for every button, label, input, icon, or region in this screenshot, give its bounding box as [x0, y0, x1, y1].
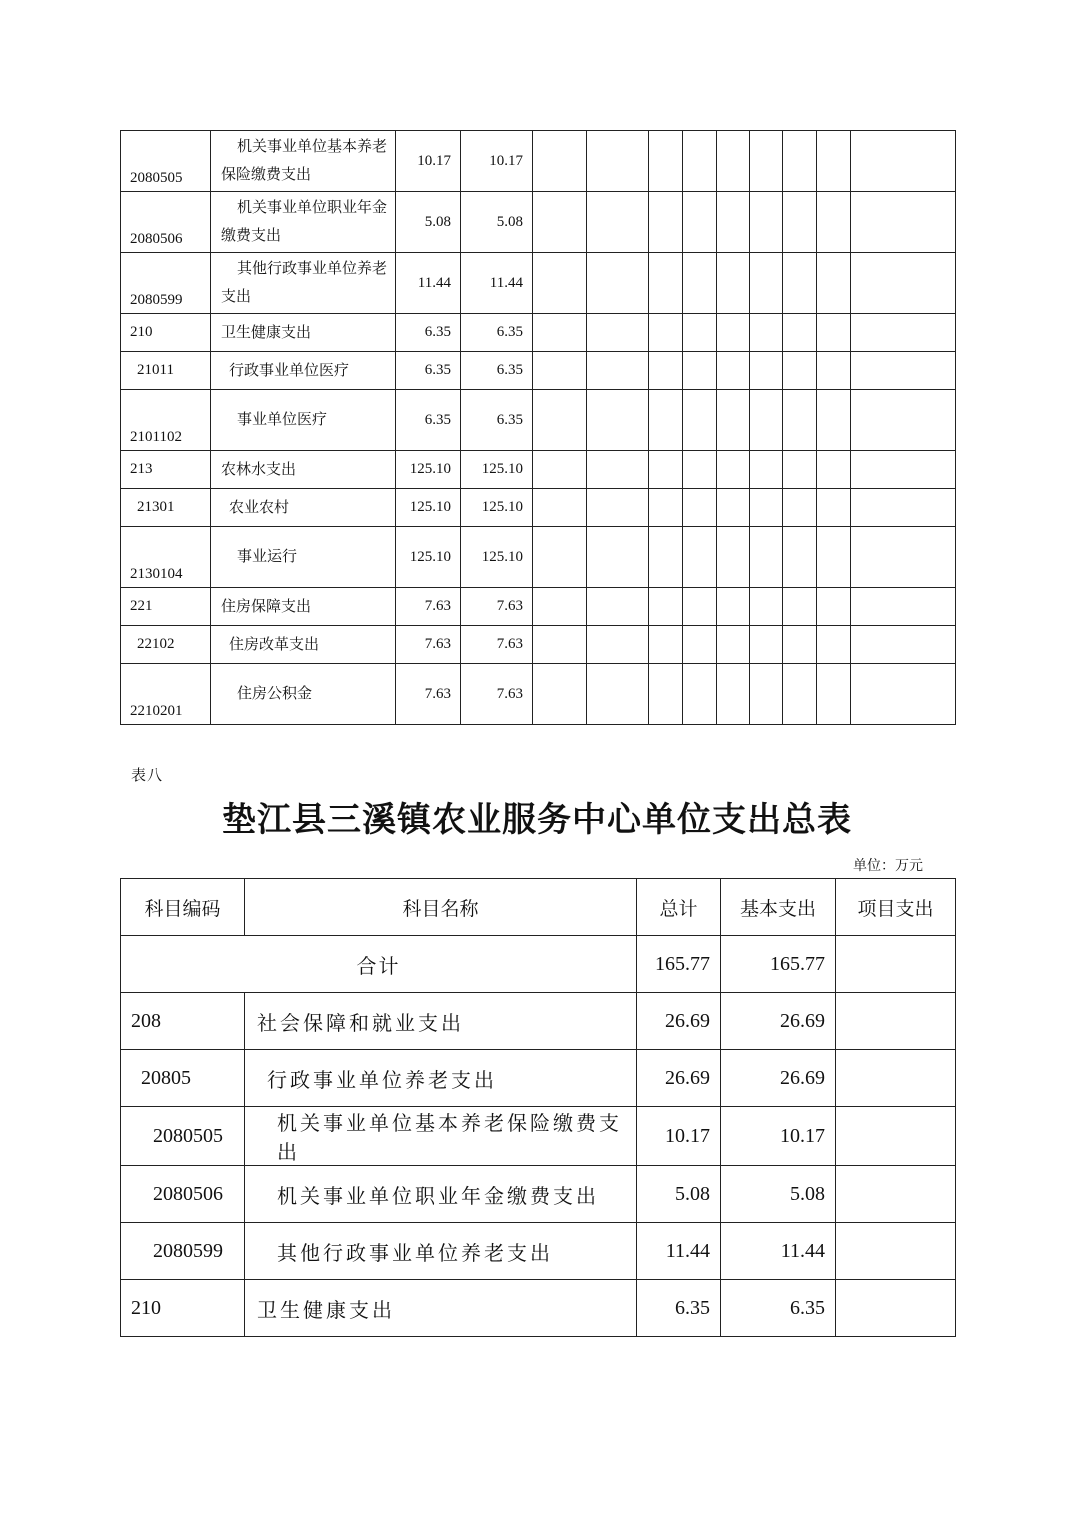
empty-cell [587, 253, 649, 314]
empty-cell [683, 192, 717, 253]
row-basic: 7.63 [461, 588, 533, 626]
empty-cell [587, 451, 649, 489]
row-code: 2080505 [121, 1107, 245, 1166]
row-basic: 10.17 [721, 1107, 836, 1166]
row-total: 26.69 [637, 1050, 721, 1107]
empty-cell [649, 352, 683, 390]
empty-cell [717, 626, 750, 664]
empty-cell [649, 451, 683, 489]
table-row [121, 626, 956, 664]
row-basic: 26.69 [721, 993, 836, 1050]
empty-cell [750, 192, 783, 253]
empty-cell [717, 352, 750, 390]
empty-cell [717, 314, 750, 352]
row-total: 125.10 [396, 527, 461, 588]
empty-cell [750, 527, 783, 588]
row-basic: 5.08 [461, 192, 533, 253]
row-name: 农业农村 [211, 489, 396, 527]
row-code: 2080599 [121, 1223, 245, 1280]
unit-expense-summary-table [120, 878, 956, 1337]
empty-cell [649, 664, 683, 725]
row-basic: 125.10 [461, 527, 533, 588]
empty-cell [683, 489, 717, 527]
empty-cell [683, 664, 717, 725]
empty-cell [717, 588, 750, 626]
empty-cell [587, 192, 649, 253]
empty-cell [817, 390, 851, 451]
empty-cell [649, 390, 683, 451]
empty-cell [851, 131, 956, 192]
row-code: 2210201 [121, 664, 211, 725]
empty-cell [817, 664, 851, 725]
row-basic: 6.35 [461, 314, 533, 352]
empty-cell [750, 664, 783, 725]
row-total: 125.10 [396, 451, 461, 489]
empty-cell [817, 352, 851, 390]
empty-cell [533, 314, 587, 352]
row-basic: 6.35 [721, 1280, 836, 1337]
empty-cell [783, 588, 817, 626]
empty-cell [649, 253, 683, 314]
empty-cell [717, 390, 750, 451]
empty-cell [683, 626, 717, 664]
empty-cell [649, 314, 683, 352]
row-name: 社会保障和就业支出 [245, 993, 637, 1050]
empty-cell [750, 588, 783, 626]
empty-cell [533, 664, 587, 725]
row-project [836, 1166, 956, 1223]
empty-cell [817, 451, 851, 489]
row-code: 2080599 [121, 253, 211, 314]
empty-cell [783, 390, 817, 451]
empty-cell [750, 451, 783, 489]
empty-cell [649, 626, 683, 664]
table-row [121, 1280, 956, 1337]
row-code: 213 [121, 451, 211, 489]
row-name: 住房公积金 [211, 664, 396, 725]
empty-cell [783, 131, 817, 192]
empty-cell [717, 451, 750, 489]
empty-cell [717, 253, 750, 314]
row-name: 住房改革支出 [211, 626, 396, 664]
row-total: 6.35 [396, 314, 461, 352]
empty-cell [851, 451, 956, 489]
sum-label: 合计 [121, 936, 637, 993]
empty-cell [717, 192, 750, 253]
empty-cell [783, 664, 817, 725]
row-name: 其他行政事业单位养老支出 [211, 253, 396, 314]
empty-cell [817, 527, 851, 588]
table-row [121, 588, 956, 626]
empty-cell [851, 352, 956, 390]
empty-cell [683, 253, 717, 314]
row-basic: 5.08 [721, 1166, 836, 1223]
empty-cell [683, 131, 717, 192]
row-basic: 26.69 [721, 1050, 836, 1107]
empty-cell [750, 253, 783, 314]
empty-cell [683, 451, 717, 489]
row-name: 机关事业单位职业年金缴费支出 [211, 192, 396, 253]
empty-cell [817, 131, 851, 192]
row-code: 2080506 [121, 192, 211, 253]
row-name: 事业运行 [211, 527, 396, 588]
empty-cell [587, 626, 649, 664]
empty-cell [717, 664, 750, 725]
empty-cell [750, 131, 783, 192]
row-name: 机关事业单位职业年金缴费支出 [245, 1166, 637, 1223]
empty-cell [851, 527, 956, 588]
expense-detail-table-continued [120, 130, 956, 725]
table-row [121, 664, 956, 725]
empty-cell [817, 253, 851, 314]
empty-cell [851, 626, 956, 664]
empty-cell [533, 626, 587, 664]
empty-cell [587, 131, 649, 192]
empty-cell [750, 390, 783, 451]
empty-cell [717, 527, 750, 588]
row-code: 20805 [121, 1050, 245, 1107]
empty-cell [750, 352, 783, 390]
row-total: 11.44 [637, 1223, 721, 1280]
empty-cell [817, 588, 851, 626]
table-row [121, 253, 956, 314]
table-row [121, 1050, 956, 1107]
empty-cell [851, 192, 956, 253]
row-total: 6.35 [637, 1280, 721, 1337]
empty-cell [851, 314, 956, 352]
empty-cell [783, 314, 817, 352]
empty-cell [533, 451, 587, 489]
row-total: 7.63 [396, 588, 461, 626]
table-row [121, 451, 956, 489]
row-project [836, 1050, 956, 1107]
row-project [836, 1280, 956, 1337]
row-basic: 6.35 [461, 352, 533, 390]
empty-cell [717, 489, 750, 527]
row-basic: 125.10 [461, 489, 533, 527]
empty-cell [533, 588, 587, 626]
header-project: 项目支出 [836, 879, 956, 936]
empty-cell [533, 489, 587, 527]
empty-cell [533, 253, 587, 314]
empty-cell [851, 253, 956, 314]
row-name: 住房保障支出 [211, 588, 396, 626]
unit-label: 单位：万元 [853, 859, 923, 874]
row-total: 6.35 [396, 352, 461, 390]
sum-row [121, 936, 956, 993]
header-total: 总计 [637, 879, 721, 936]
empty-cell [717, 131, 750, 192]
row-code: 210 [121, 1280, 245, 1337]
row-total: 10.17 [637, 1107, 721, 1166]
empty-cell [649, 131, 683, 192]
empty-cell [533, 352, 587, 390]
row-code: 210 [121, 314, 211, 352]
empty-cell [533, 527, 587, 588]
row-code: 2080506 [121, 1166, 245, 1223]
empty-cell [683, 352, 717, 390]
row-total: 125.10 [396, 489, 461, 527]
empty-cell [587, 352, 649, 390]
row-name: 卫生健康支出 [245, 1280, 637, 1337]
row-basic: 11.44 [721, 1223, 836, 1280]
row-total: 10.17 [396, 131, 461, 192]
empty-cell [783, 527, 817, 588]
row-basic: 11.44 [461, 253, 533, 314]
empty-cell [683, 527, 717, 588]
row-total: 11.44 [396, 253, 461, 314]
empty-cell [817, 192, 851, 253]
empty-cell [817, 314, 851, 352]
empty-cell [750, 314, 783, 352]
empty-cell [587, 489, 649, 527]
empty-cell [851, 489, 956, 527]
row-code: 22102 [121, 626, 211, 664]
table-row [121, 314, 956, 352]
row-name: 机关事业单位基本养老保险缴费支出 [245, 1107, 637, 1166]
table-row [121, 993, 956, 1050]
row-project [836, 1107, 956, 1166]
header-code: 科目编码 [121, 879, 245, 936]
empty-cell [817, 626, 851, 664]
empty-cell [783, 451, 817, 489]
empty-cell [587, 588, 649, 626]
row-code: 208 [121, 993, 245, 1050]
empty-cell [649, 192, 683, 253]
row-code: 221 [121, 588, 211, 626]
page-title: 垫江县三溪镇农业服务中心单位支出总表 [222, 802, 852, 839]
empty-cell [587, 390, 649, 451]
row-name: 农林水支出 [211, 451, 396, 489]
empty-cell [587, 314, 649, 352]
row-total: 7.63 [396, 664, 461, 725]
table-row [121, 352, 956, 390]
row-code: 21011 [121, 352, 211, 390]
table-row [121, 1107, 956, 1166]
empty-cell [783, 253, 817, 314]
row-name: 行政事业单位医疗 [211, 352, 396, 390]
empty-cell [587, 664, 649, 725]
row-total: 7.63 [396, 626, 461, 664]
row-code: 2101102 [121, 390, 211, 451]
empty-cell [851, 390, 956, 451]
empty-cell [783, 626, 817, 664]
row-basic: 125.10 [461, 451, 533, 489]
row-basic: 7.63 [461, 664, 533, 725]
header-name: 科目名称 [245, 879, 637, 936]
table-row [121, 1166, 956, 1223]
table-row [121, 390, 956, 451]
row-total: 26.69 [637, 993, 721, 1050]
empty-cell [783, 192, 817, 253]
empty-cell [783, 352, 817, 390]
table-row [121, 131, 956, 192]
empty-cell [750, 626, 783, 664]
table-row [121, 527, 956, 588]
empty-cell [683, 588, 717, 626]
row-name: 行政事业单位养老支出 [245, 1050, 637, 1107]
row-total: 5.08 [637, 1166, 721, 1223]
row-project [836, 1223, 956, 1280]
row-total: 5.08 [396, 192, 461, 253]
empty-cell [587, 527, 649, 588]
empty-cell [649, 588, 683, 626]
row-name: 其他行政事业单位养老支出 [245, 1223, 637, 1280]
table-number-label: 表八 [131, 768, 164, 784]
empty-cell [750, 489, 783, 527]
table-header-row [121, 879, 956, 936]
row-code: 2130104 [121, 527, 211, 588]
empty-cell [851, 588, 956, 626]
sum-project [836, 936, 956, 993]
empty-cell [783, 489, 817, 527]
table-row [121, 1223, 956, 1280]
row-name: 机关事业单位基本养老保险缴费支出 [211, 131, 396, 192]
row-basic: 6.35 [461, 390, 533, 451]
row-code: 2080505 [121, 131, 211, 192]
row-name: 卫生健康支出 [211, 314, 396, 352]
empty-cell [817, 489, 851, 527]
empty-cell [683, 390, 717, 451]
empty-cell [533, 390, 587, 451]
row-name: 事业单位医疗 [211, 390, 396, 451]
row-basic: 10.17 [461, 131, 533, 192]
row-code: 21301 [121, 489, 211, 527]
empty-cell [533, 192, 587, 253]
header-basic: 基本支出 [721, 879, 836, 936]
empty-cell [649, 527, 683, 588]
table-row [121, 489, 956, 527]
empty-cell [683, 314, 717, 352]
empty-cell [649, 489, 683, 527]
row-total: 6.35 [396, 390, 461, 451]
empty-cell [533, 131, 587, 192]
sum-basic: 165.77 [721, 936, 836, 993]
table-row [121, 192, 956, 253]
row-project [836, 993, 956, 1050]
row-basic: 7.63 [461, 626, 533, 664]
sum-total: 165.77 [637, 936, 721, 993]
empty-cell [851, 664, 956, 725]
